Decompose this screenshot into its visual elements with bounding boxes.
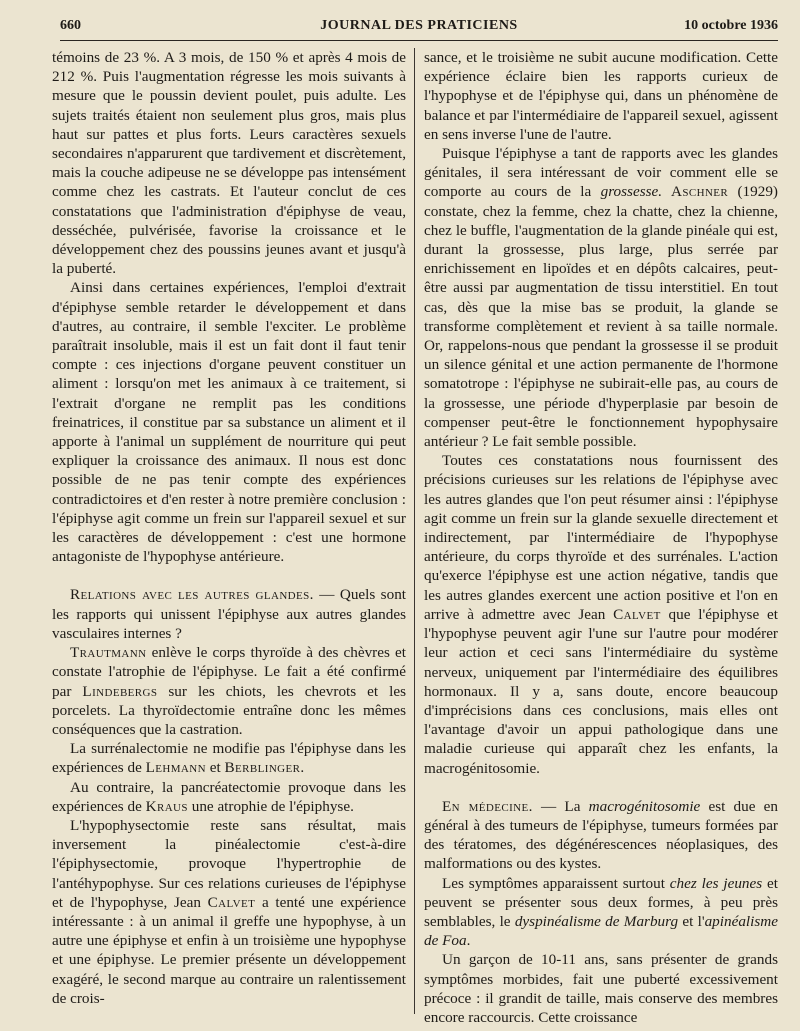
paragraph: sance, et le troisième ne subit aucune modification. Cette expérience éclaire bien les rapports curieux de l'hypophyse et de l'épiphyse qui, dans un phénomène de balance et par l'intermédiaire de l'appareil sexuel, agissent en sens inverse l'une de l'autre. [424,49,778,143]
right-column [424,48,778,1026]
section-paragraph: En médecine. — La macrogénitosomie est due en général à des tumeurs de l'épiphyse, tumeurs formées par des tératomes, des dégénérescences néoplasiques, des malformations ou des kystes. [424,797,778,873]
header-rule [60,40,778,41]
paragraph: La surrénalectomie ne modifie pas l'épiphyse dans les expériences de Lehmann et Berblinger. [52,740,406,777]
column-divider [414,48,415,1014]
paragraph: Au contraire, la pancréatectomie provoque dans les expériences de Kraus une atrophie de l'épiphyse. [52,778,406,815]
section-spacer [52,566,406,585]
section-heading: En médecine. [442,797,533,815]
paragraph: L'hypophysectomie reste sans résultat, mais inversement la pinéalectomie c'est-à-dire l'épiphysectomie, provoque l'hypertrophie de l'antéhypophyse. Sur ces relations curieuses de l'épiphyse et de l'hypophyse, Jean Calvet a tenté une expérience intéressante : à un animal il greffe une hypophyse, à un autre une épiphyse et enfin à un troisième une hypophyse et une épiphyse. Le premier présente un développement exagéré, le second marque au contraire un ralentissement de crois- [52,816,406,1007]
emphasis: apinéalisme de Foa [424,912,778,950]
author-name: Calvet [207,893,256,911]
author-name: Kraus [145,797,188,815]
emphasis: dyspinéalisme de Marburg [514,912,679,930]
section-spacer [424,778,778,797]
paragraph: Trautmann enlève le corps thyroïde à des chèvres et constate l'atrophie de l'épiphyse. Le fait a été confirmé par Lindebergs sur les chiots, les chevrots et les porcelets. La thyroïdectomie entraîne donc les mêmes conséquences que la castration. [52,644,406,738]
emphasis: grossesse. [600,183,663,201]
section-paragraph: Relations avec les autres glandes. — Quels sont les rapports qui unissent l'épiphyse aux autres glandes vasculaires internes ? [52,586,407,642]
author-name: Trautmann [70,644,147,662]
page-number: 660 [60,18,81,33]
paragraph: Un garçon de 10-11 ans, sans présenter de grands symptômes morbides, fait une puberté excessivement précoce : il grandit de taille, mais conserve des membres encore raccourcis. Cette croissance [424,951,778,1026]
author-name: Lehmann [145,759,206,777]
emphasis: chez les jeunes [669,874,763,892]
author-name: Aschner [662,183,729,201]
emphasis: macrogénitosomie [588,797,701,815]
running-header [60,14,778,40]
paragraph: Toutes ces constatations nous fournissent des précisions curieuses sur les relations de l'épiphyse avec les autres glandes que l'on peut résumer ainsi : l'épiphyse agit comme un frein sur la glande sexuelle directement et indirectement, par l'intermédiaire de l'hypophyse antérieure, du corps thyroïde et des surrénales. L'action qu'exerce l'épiphyse est une action négative, tandis que les autres glandes exercent une action positive et l'on en arrive à admettre avec Jean Calvet que l'épiphyse et l'hypophyse peuvent agir l'une sur l'autre pour modérer leur action et ceci sans l'intermédiaire du système nerveux, uniquement par l'intermédiaire des équilibres hormonaux. Il y a, sans doute, encore beaucoup d'imprécisions dans ces conclusions, mais elles ont l'avantage d'avoir un appui pathologique dans une maladie curieuse qui apparaît chez les enfants, la macrogénitosomie. [424,452,778,777]
journal-title: JOURNAL DES PRATICIENS [320,18,518,33]
paragraph: Les symptômes apparaissent surtout chez les jeunes et peuvent se présenter sous deux formes, à peu près semblables, le dyspinéalisme de Marburg et l'apinéalisme de Foa. [424,874,778,950]
paragraph: Ainsi dans certaines expériences, l'emploi d'extrait d'épiphyse semble retarder le développement et dans d'autres, au contraire, il semble l'exciter. Le problème paraîtrait insoluble, mais il est un fait dont il faut tenir compte : ces injections d'organe peuvent constituer un aliment : lorsqu'on met les animaux à ce traitement, si l'extrait d'organe ne remplit pas les conditions freinatrices, il constitue par sa substance un aliment et il apporte à l'animal un supplément de nourriture qui peut expliquer la croissance des animaux. Il nous est donc possible de ne pas tenir compte des expériences contradictoires et d'en rester à notre première conclusion : l'épiphyse agit comme un frein sur l'appareil sexuel et sur les caractères de développement : c'est une hormone antagoniste de l'hypophyse antérieure. [52,279,406,566]
author-name: Berblinger [224,759,301,777]
issue-date: 10 octobre 1936 [684,18,778,33]
left-column [52,48,406,1014]
paragraph: Puisque l'épiphyse a tant de rapports avec les glandes génitales, il sera intéressant de voir comment elle se comporte au cours de la grossesse. Aschner (1929) constate, chez la femme, chez la chatte, chez la chienne, chez le buffle, l'augmentation de la glande pinéale qui est, durant la grossesse, plus large, plus serrée par enrichissement en lipoïdes et en dépôts calcaires, peut-être aussi par augmentation de tissu interstitiel. En tout cas, dès que la mise bas se produit, la glande se transforme complètement et revient à sa taille normale. Or, rappelons-nous que pendant la grossesse il se produit un silence génital et une action permanente de l'hormone somatotrope : l'épiphyse ne subirait-elle pas, au cours de la grossesse, une période d'hyperplasie par besoin de compenser peut-être le fonctionnement hypophysaire antérieur ? Le fait semble possible. [424,145,778,451]
author-name: Lindebergs [82,682,158,700]
section-heading: Relations avec les autres glandes. [70,586,314,604]
author-name: Calvet [613,605,661,623]
paragraph: témoins de 23 %. A 3 mois, de 150 % et après 4 mois de 212 %. Puis l'augmentation régresse les mois suivants à mesure que le poussin devient poulet, puis adulte. Les sujets traités étaient non seulement plus gros, mais plus haut sur pattes et plus forts. Leurs caractères sexuels secondaires n'apparurent que tardivement et discrètement, mais la couche adipeuse ne se développe pas intensément comme chez les castrats. Et l'auteur conclut de ces constatations que l'administration d'épiphyse de veau, desséchée, pulvérisée, favorise la croissance et le développement chez des poussins jeunes avant et jusqu'à la puberté. [52,49,406,278]
